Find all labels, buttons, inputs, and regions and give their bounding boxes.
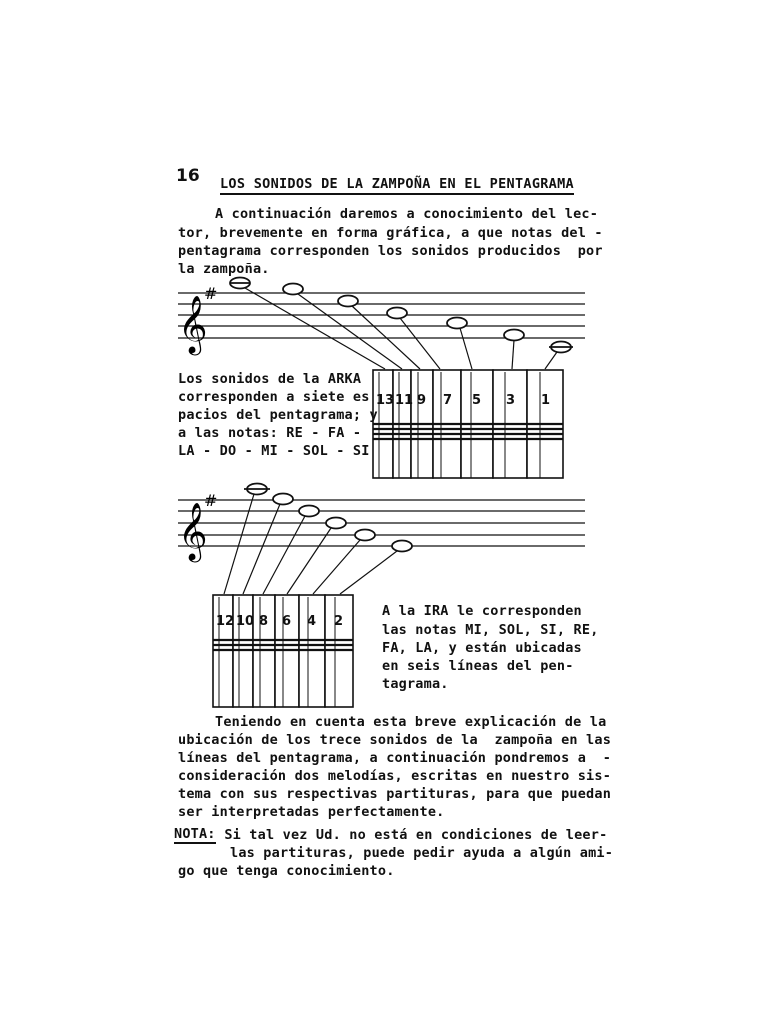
- ira-caption-line: tagrama.: [382, 676, 449, 692]
- page-number: 16: [176, 166, 200, 186]
- ira-pipe-number: 10: [236, 614, 255, 629]
- arka-caption-line: pacios del pentagrama; y: [178, 407, 378, 423]
- arka-caption-line: a las notas: RE - FA -: [178, 425, 362, 441]
- sharp-icon: #: [204, 491, 218, 510]
- arka-caption-line: LA - DO - MI - SOL - SI: [178, 443, 370, 459]
- page-title: LOS SONIDOS DE LA ZAMPOÑA EN EL PENTAGRAMA: [220, 176, 574, 195]
- ira-pipe-number: 6: [282, 614, 292, 629]
- ira-pipe-number: 4: [307, 614, 317, 629]
- note-line: Si tal vez Ud. no está en condiciones de leer-: [216, 827, 608, 843]
- ira-notes: [244, 484, 412, 552]
- treble-clef-icon: 𝄞: [178, 502, 208, 560]
- ira-pipe-number: 8: [259, 614, 269, 629]
- ira-staff: [178, 500, 585, 546]
- body-line: consideración dos melodías, escritas en nuestro sis-: [178, 768, 612, 784]
- note-line: las partituras, puede pedir ayuda a algún ami-: [230, 845, 614, 861]
- arka-caption-line: corresponden a siete es: [178, 389, 370, 405]
- note-line: go que tenga conocimiento.: [178, 863, 395, 879]
- ira-pipe-number: 2: [334, 614, 344, 629]
- intro-line: la zampoña.: [178, 261, 270, 277]
- body-line: líneas del pentagrama, a continuación pondremos a -: [178, 750, 612, 766]
- arka-caption-line: Los sonidos de la ARKA: [178, 371, 362, 387]
- arka-staff: [178, 293, 585, 338]
- arka-pipe-number: 3: [506, 393, 516, 408]
- body-line: Teniendo en cuenta esta breve explicación de la: [215, 714, 607, 730]
- arka-pipe-number: 5: [472, 393, 482, 408]
- ira-pipe-number: 12: [216, 614, 235, 629]
- sharp-icon: #: [204, 284, 218, 303]
- intro-line: tor, brevemente en forma gráfica, a que notas del -: [178, 225, 603, 241]
- arka-pipe-number: 13: [376, 393, 395, 408]
- body-line: ubicación de los trece sonidos de la zampoña en las: [178, 732, 612, 748]
- note-label: NOTA:: [174, 826, 216, 842]
- arka-pipe-number: 9: [417, 393, 427, 408]
- body-line: tema con sus respectivas partituras, para que puedan: [178, 786, 612, 802]
- body-line: ser interpretadas perfectamente.: [178, 804, 445, 820]
- arka-pipe-number: 1: [541, 393, 551, 408]
- treble-clef-icon: 𝄞: [178, 295, 208, 353]
- intro-line: A continuación daremos a conocimiento del lec-: [215, 206, 599, 222]
- intro-line: pentagrama corresponden los sonidos producidos por: [178, 243, 603, 259]
- arka-pipe-number: 7: [443, 393, 453, 408]
- ira-caption-line: en seis líneas del pen-: [382, 658, 574, 674]
- ira-caption-line: FA, LA, y están ubicadas: [382, 640, 582, 656]
- arka-connectors: [245, 288, 557, 369]
- ira-caption-line: las notas MI, SOL, SI, RE,: [382, 622, 599, 638]
- ira-caption-line: A la IRA le corresponden: [382, 603, 582, 619]
- arka-pipe-number: 11: [395, 393, 414, 408]
